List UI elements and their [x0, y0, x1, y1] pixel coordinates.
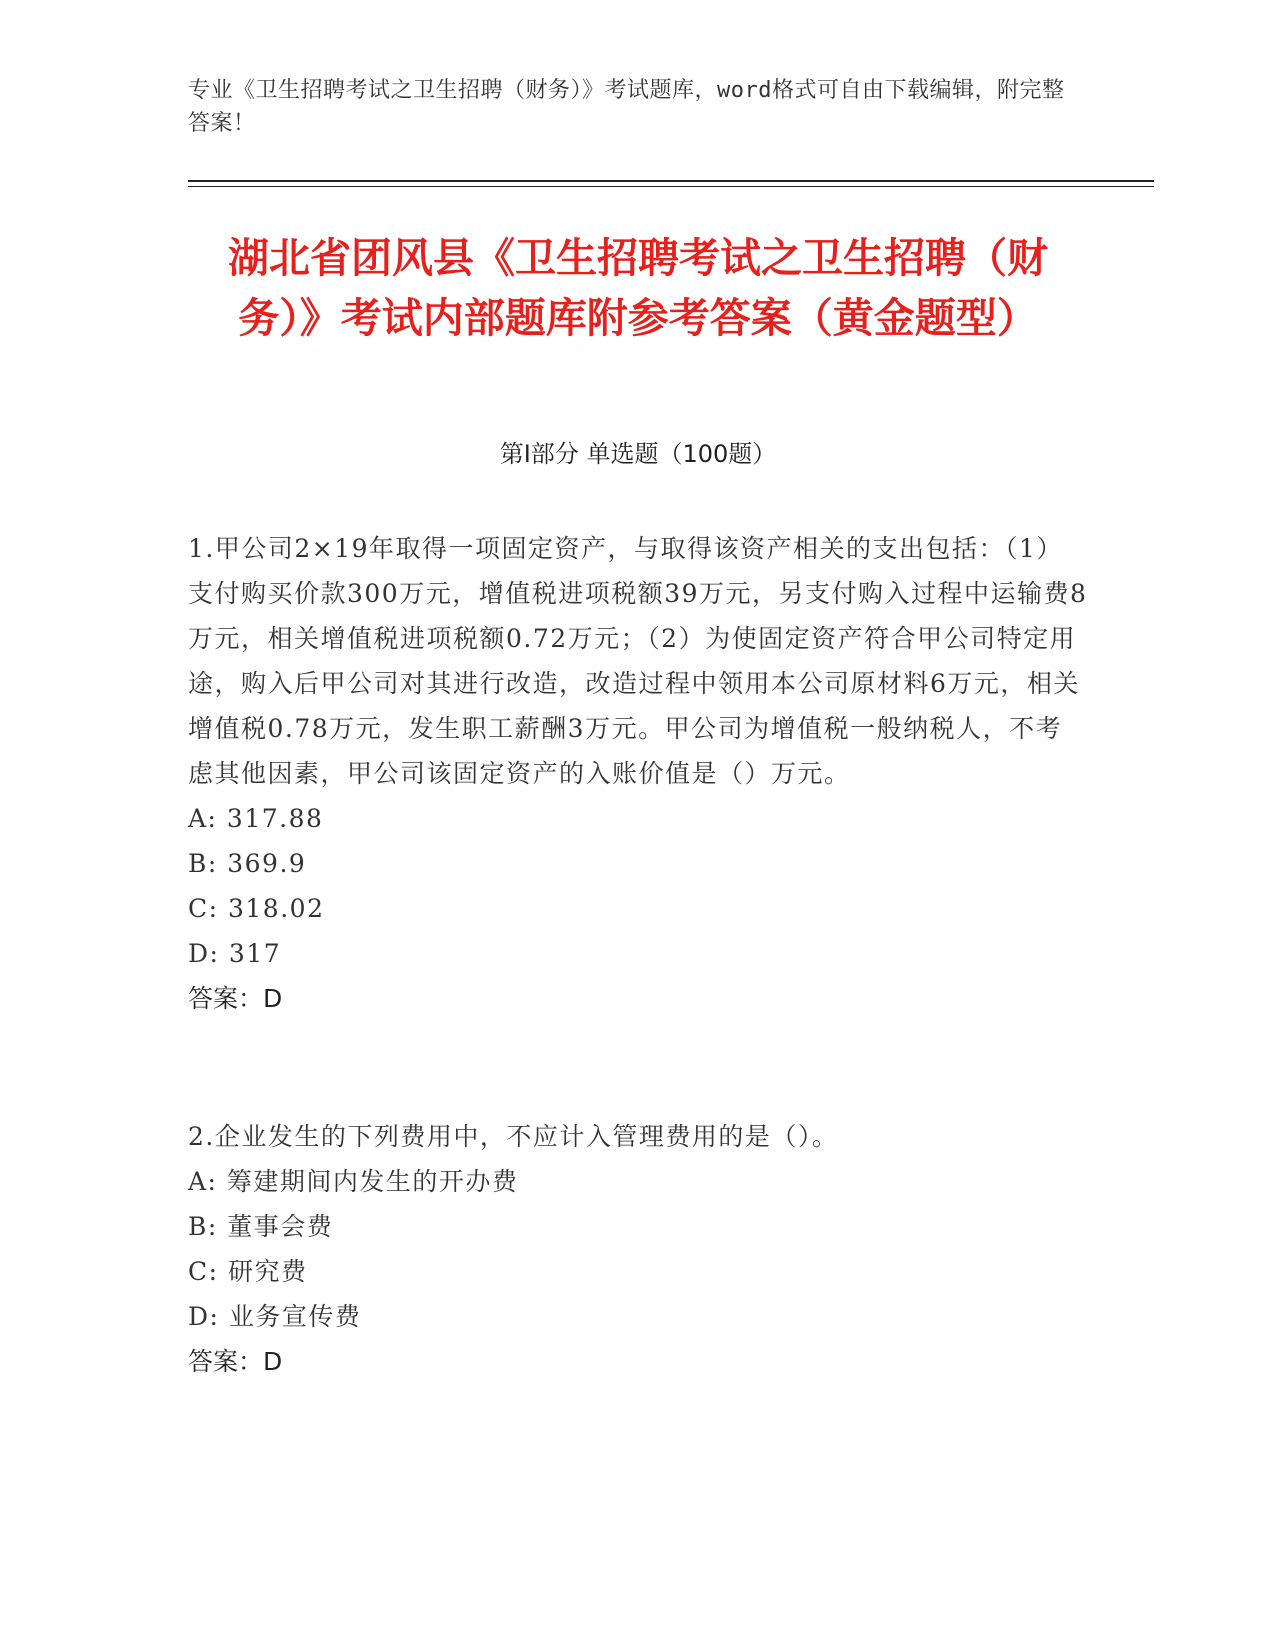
answer-line: 答案：D	[188, 1347, 283, 1376]
option-a: A: 317.88	[188, 804, 324, 833]
option-b: B: 董事会费	[188, 1212, 334, 1241]
question-1	[188, 526, 1088, 1021]
option-d: D: 317	[188, 939, 282, 968]
option-c: C: 研究费	[188, 1257, 308, 1286]
option-d: D: 业务宣传费	[188, 1302, 362, 1331]
option-a: A: 筹建期间内发生的开办费	[188, 1167, 519, 1196]
section-heading: 第I部分 单选题（100题）	[499, 440, 777, 468]
option-b: B: 369.9	[188, 849, 307, 878]
question-stem: 1.甲公司2×19年取得一项固定资产，与取得该资产相关的支出包括：（1）支付购买价款300万元，增值税进项税额39万元，另支付购入过程中运输费8万元，相关增值税进项税额0.72万元；（2）为使固定资产符合甲公司特定用途，购入后甲公司对其进行改造，改造过程中领用本公司原材料6万元，相关增值税0.78万元，发生职工薪酬3万元。甲公司为增值税一般纳税人，不考虑其他因素，甲公司该固定资产的入账价值是（）万元。	[188, 534, 1088, 788]
answer-line: 答案：D	[188, 984, 283, 1013]
header-divider	[188, 180, 1154, 182]
header-note: 专业《卫生招聘考试之卫生招聘（财务）》考试题库，word格式可自由下载编辑，附完整答案！	[188, 78, 1065, 136]
option-c: C: 318.02	[188, 894, 325, 923]
document-title: 湖北省团风县《卫生招聘考试之卫生招聘（财务）》考试内部题库附参考答案（黄金题型）	[228, 234, 1048, 342]
question-stem: 2.企业发生的下列费用中，不应计入管理费用的是（）。	[188, 1122, 839, 1151]
question-2	[188, 1114, 1088, 1384]
header-divider-thin	[188, 186, 1154, 187]
